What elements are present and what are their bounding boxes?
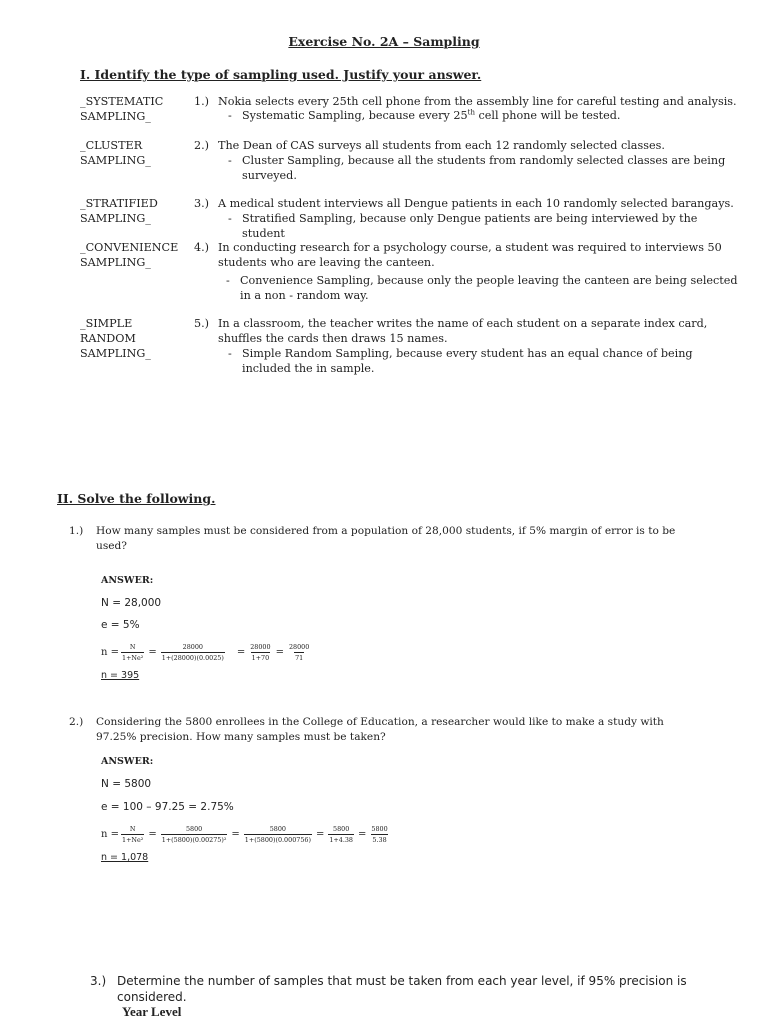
item-3-justification [228,211,740,241]
answer-label: ANSWER: [101,756,154,767]
fraction [249,643,271,662]
item-4-justification [226,273,738,303]
justification-line: surveyed. [242,169,297,182]
problem-2-question [96,715,716,745]
denominator: 1+Ne² [122,654,144,662]
item-1-justification [228,108,740,123]
question-line: used? [96,540,127,552]
equals-sign: = [148,647,157,658]
item-1-label [80,94,192,124]
justification-part: cell phone will be tested. [474,109,621,122]
item-4-label [80,240,192,270]
slovin-formula [101,825,391,844]
denominator: 1+4.38 [329,836,353,844]
question-line: students who are leaving the canteen. [218,256,435,269]
formula-lhs: n = [101,829,119,840]
item-3-number: 3.) [194,197,210,210]
given-population: N = 5800 [101,778,152,790]
problem-1-number: 1.) [69,525,84,537]
denominator: 1+(28000)(0.0025) [161,654,224,662]
fraction [161,825,228,844]
equals-sign: = [148,829,157,840]
justification-line: included the in sample. [242,362,375,375]
question-line: Nokia selects every 25th cell phone from the assembly line for careful testing and analysis. [218,95,737,108]
numerator: 5800 [185,825,203,833]
question-line: The Dean of CAS surveys all students from each 12 randomly selected classes. [218,139,665,152]
label-line: _SIMPLE [80,317,133,330]
item-2-question [218,138,740,153]
fraction [121,825,144,844]
numerator: 28000 [250,643,271,651]
bullet-dash: - [228,154,232,167]
year-level-heading: Year Level [122,1004,182,1019]
denominator: 5.38 [372,836,387,844]
section-2-heading: II. Solve the following. [57,491,216,506]
question-line: Considering the 5800 enrollees in the College of Education, a researcher would like to make a study with [96,716,664,728]
equals-sign: = [231,829,240,840]
problem-3-question [117,973,737,1005]
justification-part: Systematic Sampling, because every 25 [242,109,468,122]
denominator: 1+Ne² [122,836,144,844]
denominator: 71 [295,654,304,662]
bullet-dash: - [228,212,232,225]
justification-text [228,346,740,376]
given-population: N = 28,000 [101,597,162,609]
label-line: _SYSTEMATIC [80,95,164,108]
item-5-number: 5.) [194,317,210,330]
label-line: SAMPLING_ [80,154,151,167]
bullet-dash: - [228,347,232,360]
fraction [288,643,310,662]
given-margin-of-error: e = 5% [101,619,140,631]
problem-1-result: n = 395 [101,670,140,681]
equals-sign: = [275,647,284,658]
label-line: SAMPLING_ [80,110,151,123]
question-line: A medical student interviews all Dengue patients in each 10 randomly selected barangays. [218,197,734,210]
denominator: 1+(5800)(0.00275)² [161,836,227,844]
given-margin-of-error: e = 100 – 97.25 = 2.75% [101,801,234,813]
formula-lhs: n = [101,647,119,658]
item-2-number: 2.) [194,139,210,152]
numerator: 5800 [333,825,350,833]
slovin-formula [101,643,312,662]
item-5-question [218,316,740,346]
numerator: 5800 [269,825,286,833]
item-4-question [218,240,740,270]
justification-line: in a non - random way. [240,289,369,302]
answer-label: ANSWER: [101,575,154,586]
item-3-label [80,196,192,226]
section-1-heading: I. Identify the type of sampling used. Justify your answer. [80,67,482,82]
label-line: SAMPLING_ [80,256,151,269]
question-line: shuffles the cards then draws 15 names. [218,332,448,345]
bullet-dash: - [226,274,230,287]
justification-text [226,273,738,303]
label-line: _CLUSTER [80,139,143,152]
item-3-question [218,196,740,211]
problem-2-number: 2.) [69,716,84,728]
fraction [244,825,312,844]
page-title: Exercise No. 2A – Sampling [288,34,480,49]
problem-2-result: n = 1,078 [101,852,149,863]
problem-1-question [96,524,716,554]
ordinal-suffix: th [467,108,475,117]
numerator: N [129,643,136,651]
equals-sign: = [236,647,246,658]
fraction [161,643,225,662]
question-line: considered. [117,990,187,1004]
question-line: Determine the number of samples that must be taken from each year level, if 95% precision is [117,974,687,988]
numerator: 5800 [371,825,388,833]
justification-text [228,211,740,241]
numerator: 28000 [182,643,203,651]
problem-3-number: 3.) [90,974,107,988]
item-2-label [80,138,192,168]
label-line: _STRATIFIED [80,197,158,210]
bullet-dash: - [228,109,232,122]
fraction [121,643,144,662]
label-line: SAMPLING_ [80,212,151,225]
justification-line: Stratified Sampling, because only Dengue patients are being interviewed by the student [242,212,698,240]
fraction [370,825,388,844]
label-line: _CONVENIENCE [80,241,179,254]
justification-line: Convenience Sampling, because only the people leaving the canteen are being selected [240,274,738,287]
label-line: RANDOM [80,332,136,345]
question-line: In conducting research for a psychology course, a student was required to interviews 50 [218,241,722,254]
fraction [328,825,354,844]
item-5-justification [228,346,740,376]
equals-sign: = [315,829,325,840]
denominator: 1+(5800)(0.000756) [244,836,311,844]
question-line: 97.25% precision. How many samples must be taken? [96,731,386,743]
justification-text [228,153,740,183]
equals-sign: = [358,829,367,840]
question-line: In a classroom, the teacher writes the name of each student on a separate index card, [218,317,708,330]
justification-line: Cluster Sampling, because all the students from randomly selected classes are being [242,154,726,167]
item-5-label [80,316,192,361]
label-line: SAMPLING_ [80,347,151,360]
numerator: 28000 [288,643,310,651]
item-1-question [218,94,740,109]
question-line: How many samples must be considered from a population of 28,000 students, if 5% margin of error is to be [96,525,676,537]
denominator: 1+70 [251,654,270,662]
justification-text [228,108,740,123]
justification-line: Simple Random Sampling, because every student has an equal chance of being [242,347,693,360]
item-2-justification [228,153,740,183]
item-4-number: 4.) [194,241,210,254]
numerator: N [129,825,136,833]
item-1-number: 1.) [194,95,210,108]
